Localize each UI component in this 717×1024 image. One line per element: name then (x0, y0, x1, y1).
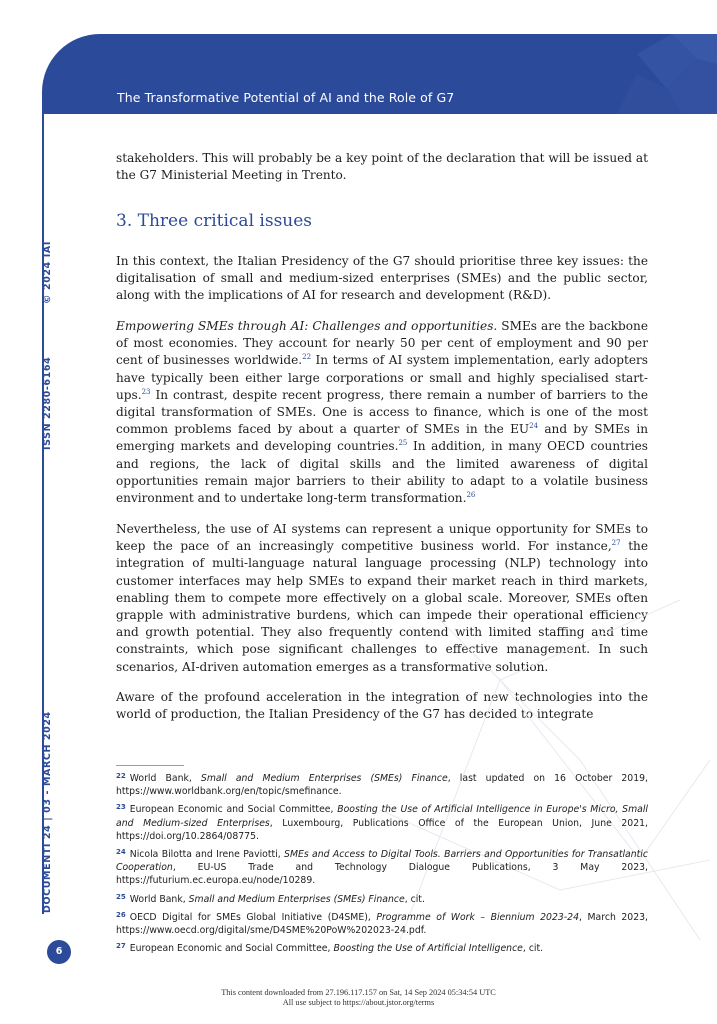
document-title: The Transformative Potential of AI and the Role of G7 (117, 90, 455, 105)
page-number: 6 (47, 940, 71, 964)
footnote-item: $^{26}$ OECD Digital for SMEs Global Initiative (D4SME), Programme of Work – Biennium 2023-24, March 2023, https://www.oecd.org/digital/sme/D4SME%20PoW%202023-24.pdf. (116, 910, 649, 937)
terms-notice: All use subject to https://about.jstor.org/terms (282, 998, 435, 1007)
footnote-item: $^{22}$ World Bank, Small and Medium Enterprises (SMEs) Finance, last updated on 16 October 2019, https://www.worldbank.org/en/topic/smefinance. (116, 772, 648, 798)
copyright-label: © 2024 IAI (42, 241, 53, 304)
decorative-pattern-icon (577, 34, 717, 114)
footnote-ref[interactable]: 27 (611, 539, 621, 548)
section-heading: 3. Three critical issues (116, 211, 313, 231)
footnote-ref[interactable]: 22 (302, 353, 312, 362)
footnote-item: $^{24}$ Nicola Bilotta and Irene Paviotti, SMEs and Access to Digital Tools. Barriers and Opportunities for Transatlantic Cooperation, EU-US Trade and Technology Dialogue Publications, 3 May 2023, https://futurium.ec.europa.eu/node/10289. (116, 848, 648, 887)
footnote-item: $^{25}$ World Bank, Small and Medium Enterprises (SMEs) Finance, cit. (116, 892, 425, 905)
paragraph-1: In this context, the Italian Presidency of the G7 should prioritise three key issues: the digitalisation of small and medium-sized enterprises (SMEs) and the public sector, along with the implications of AI for research and development (R&D). (116, 254, 648, 303)
footnote-item: $^{23}$ European Economic and Social Committee, Boosting the Use of Artificial Intelligence in Europe's Micro, Small and Medium-sized Enterprises, Luxembourg, Publications Office of the European Union, June 2021, https://doi.org/10.2864/08775. (116, 803, 648, 842)
paragraph-4: Aware of the profound acceleration in the integration of new technologies into the world of production, the Italian Presidency of the G7 has decided to integrate (116, 690, 648, 722)
footnote-ref[interactable]: 23 (141, 387, 151, 396)
footnote-ref[interactable]: 25 (398, 439, 408, 448)
footnote-rule (116, 765, 184, 766)
footnote-ref[interactable]: 24 (529, 422, 539, 431)
intro-paragraph: stakeholders. This will probably be a key point of the declaration that will be issued at the G7 Ministerial Meeting in Trento. (116, 151, 648, 183)
download-notice: This content downloaded from 27.196.117.157 on Sat, 14 Sep 2024 05:34:54 UTC (221, 988, 496, 997)
issn-label: ISSN 2280-6164 (42, 356, 53, 450)
series-label: DOCUMENTI 24 | 03 - MARCH 2024 (42, 711, 53, 913)
footnote-ref[interactable]: 26 (466, 491, 476, 500)
paragraph-2: Empowering SMEs through AI: Challenges and opportunities. SMEs are the backbone of most economies. They account for nearly 50 per cent of employment and 90 per cent of businesses worldwide.$^{22}$ In terms of AI system implementation, early adopters have typically been either large corporations or small and highly specialised start-ups.$^{23}$ In contrast, despite recent progress, there remain a number of barriers to the digital transformation of SMEs. One is access to finance, which is one of the most common problems faced by about a quarter of SMEs in the EU$^{24}$ and by SMEs in emerging markets and developing countries.$^{25}$ In addition, in many OECD countries and regions, the lack of digital skills and the limited awareness of digital opportunities remain major barriers to their ability to adapt to a volatile business environment and to undertake long-term transformation.$^{26}$ (116, 319, 648, 506)
footnotes (116, 770, 648, 958)
paragraph-3: Nevertheless, the use of AI systems can represent a unique opportunity for SMEs to keep the pace of an increasingly competitive business world. For instance,$^{27}$ the integration of multi-language natural language processing (NLP) technology into customer interfaces may help SMEs to expand their market reach in third markets, enabling them to compete more effectively on a global scale. Moreover, SMEs often grapple with administrative burdens, which can impede their operational efficiency and growth potential. They also frequently contend with limited staffing and time constraints, which pose significant challenges to effective management. In such scenarios, AI-driven automation emerges as a transformative solution. (116, 522, 648, 674)
header-band (42, 34, 717, 114)
footnote-item: $^{27}$ European Economic and Social Committee, Boosting the Use of Artificial Intelligence, cit. (116, 942, 544, 955)
paragraph-2-lead: Empowering SMEs through AI: Challenges and opportunities (116, 319, 494, 333)
